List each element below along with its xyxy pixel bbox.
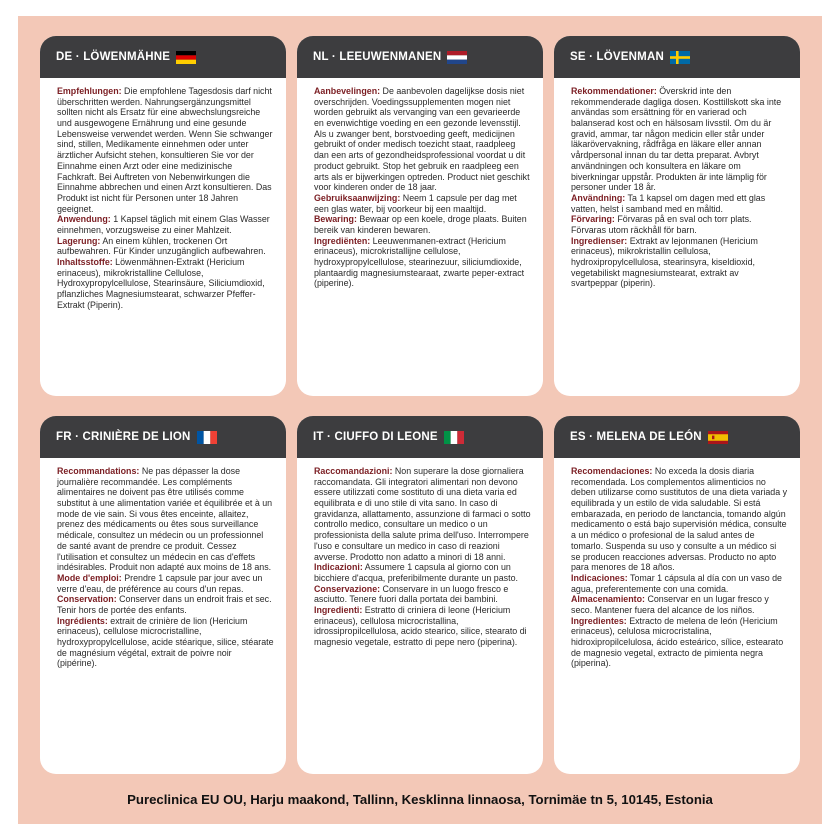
card-fr (40, 416, 286, 774)
section-recommendations: Raccomandazioni: Non superare la dose giornaliera raccomandata. Gli integratori alimentari non devono essere utilizzati come sostituto di una dieta varia ed equilibrata e di uno stile di vita sano. In caso di gravidanza, allattamento, assunzione di farmaci o sotto controllo medico, consultare un medico o un professionista della salute prima dell'uso. Interrompere l'uso e consultare un medico in caso di reazioni avverse. Prodotto non adatto a minori di 18 anni. (314, 466, 531, 562)
section-storage: Conservation: Conserver dans un endroit frais et sec. Tenir hors de portée des enfants. (57, 594, 272, 615)
section-ingredients: Ingrediënten: Leeuwenmanen-extract (Hericium erinaceus), microkristallijne cellulose, hydroxypropylcellulose, stearinezuur, siliciumdioxide, plantaardig magnesiumstearaat, zwarte peper-extract (piperine). (314, 235, 525, 289)
section-recommendations: Empfehlungen: Die empfohlene Tagesdosis darf nicht überschritten werden. Nahrungsergänzungsmittel sollten nicht als Ersatz für eine abwechslungsreiche und ausgewogene Ernährung und eine gesunde Lebensweise verwendet werden. Wenn Sie schwanger sind, stillen, Medikamente einnehmen oder unter ärztlicher Aufsicht stehen, konsultieren Sie vor der Einnahme einen Arzt oder eine medizinische Fachkraft. Bei Auftreten von Nebenwirkungen die Einnahme abbrechen und einen Arzt konsultieren. Das Produkt ist nicht für Personen unter 18 Jahren geeignet. (57, 86, 273, 214)
card-body (297, 78, 543, 289)
section-usage: Indicaciones: Tomar 1 cápsula al día con un vaso de agua, preferentemente con una comida. (571, 572, 782, 594)
card-body (297, 458, 543, 648)
card-header (40, 36, 286, 78)
flag-italy-icon (444, 431, 464, 444)
flag-sweden-icon (670, 51, 690, 64)
card-title: SE · LÖVENMAN (570, 51, 664, 63)
card-body (554, 458, 800, 669)
card-it (297, 416, 543, 774)
card-title: IT · CIUFFO DI LEONE (313, 431, 438, 443)
flag-spain-icon (708, 431, 728, 444)
section-recommendations: Recommandations: Ne pas dépasser la dose journalière recommandée. Les compléments alimentaires ne doivent pas être utilisés comme substitut à une alimentation variée et équilibrée et à un mode de vie sain. Si vous êtes enceinte, allaitez, prenez des médicaments ou êtes sous surveillance médicale, consultez un médecin ou un professionnel de santé avant de prendre ce produit. Cessez l'utilisation et consultez un médecin en cas d'effets indésirables. Produit non adapté aux moins de 18 ans. (57, 466, 273, 573)
section-storage: Lagerung: An einem kühlen, trockenen Ort aufbewahren. Für Kinder unzugänglich aufbewahren. (57, 235, 266, 257)
card-body (40, 78, 286, 310)
card-title: NL · LEEUWENMANEN (313, 51, 442, 63)
card-header (554, 416, 800, 458)
card-title: ES · MELENA DE LEÓN (570, 431, 702, 443)
card-header (297, 36, 543, 78)
section-ingredients: Ingredienti: Estratto di criniera di leone (Hericium erinaceus), cellulosa microcristallina, idrossipropilcellulosa, acido stearico, silice, stearato di magnesio vegetale, estratto di pepe nero (piperina). (314, 604, 527, 647)
card-title: DE · LÖWENMÄHNE (56, 51, 171, 63)
section-storage: Conservazione: Conservare in un luogo fresco e asciutto. Tenere fuori dalla portata dei bambini. (314, 583, 509, 605)
section-storage: Almacenamiento: Conservar en un lugar fresco y seco. Mantener fuera del alcance de los niños. (571, 594, 769, 615)
section-storage: Bewaring: Bewaar op een koele, droge plaats. Buiten bereik van kinderen bewaren. (314, 214, 527, 235)
section-usage: Användning: Ta 1 kapsel om dagen med ett glas vatten, helst i samband med en måltid. (571, 192, 766, 214)
card-title: FR · CRINIÈRE DE LION (56, 431, 191, 443)
section-recommendations: Rekommendationer: Överskrid inte den rekommenderade dagliga dosen. Kosttillskott ska inte användas som ersättning för en varierad och balanserad kost och en hälsosam livsstil. Om du är gravid, ammar, tar någon medicin eller står under läkarövervakning, rådfråga en läkare eller annan vårdpersonal innan du tar detta preparat. Avbryt användningen och konsultera en läkare om biverkningar uppstår. Produkten är inte lämplig för personer under 18 år. (571, 86, 782, 193)
section-recommendations: Aanbevelingen: De aanbevolen dagelijkse dosis niet overschrijden. Voedingssupplementen mogen niet worden gebruikt als vervanging van een gevarieerde en evenwichtige voeding en een gezonde levensstijl. Als u zwanger bent, borstvoeding geeft, medicijnen gebruikt of onder medisch toezicht staat, raadpleeg dan een arts of gezondheidsprofessional voordat u dit product gebruikt. Stop het gebruik en raadpleeg een arts als er bijwerkingen optreden. Product niet geschikt voor kinderen onder de 18 jaar. (314, 86, 530, 193)
card-se (554, 36, 800, 396)
section-ingredients: Ingredienser: Extrakt av lejonmanen (Hericium erinaceus), mikrokristallin cellulosa, hydroxipropylcellulosa, stearinsyra, kiseldioxid, vegetabiliskt magnesiumstearat, extrakt av svartpeppar (piperin). (571, 235, 758, 289)
section-usage: Anwendung: 1 Kapsel täglich mit einem Glas Wasser einnehmen, vorzugsweise zu einer Mahlzeit. (57, 214, 270, 235)
card-body (554, 78, 800, 289)
section-usage: Gebruiksaanwijzing: Neem 1 capsule per dag met een glas water, bij voorkeur bij een maaltijd. (314, 192, 517, 214)
card-header (297, 416, 543, 458)
section-ingredients: Ingrédients: extrait de crinière de lion (Hericium erinaceus), cellulose microcristalline, hydroxypropylcellulose, acide stéarique, silice, stéarate de magnésium végétal, extrait de poivre noir (pipérine). (57, 615, 274, 669)
label-sheet (18, 16, 822, 824)
section-usage: Mode d'emploi: Prendre 1 capsule par jour avec un verre d'eau, de préférence au cours d'un repas. (57, 572, 263, 594)
card-header (554, 36, 800, 78)
section-storage: Förvaring: Förvaras på en sval och torr plats. Förvaras utom räckhåll för barn. (571, 214, 752, 235)
flag-germany-icon (176, 51, 196, 64)
card-nl (297, 36, 543, 396)
section-ingredients: Inhaltsstoffe: Löwenmähnen-Extrakt (Hericium erinaceus), mikrokristalline Cellulose, Hydroxypropylcellulose, Stearinsäure, Siliciumdioxid, pflanzliches Magnesiumstearat, schwarzer Pfeffer-Extrakt (Piperin). (57, 257, 265, 310)
card-de (40, 36, 286, 396)
card-es (554, 416, 800, 774)
card-body (40, 458, 286, 669)
section-usage: Indicazioni: Assumere 1 capsula al giorno con un bicchiere d'acqua, preferibilmente durante un pasto. (314, 562, 518, 583)
flag-france-icon (197, 431, 217, 444)
section-ingredients: Ingredientes: Extracto de melena de león (Hericium erinaceus), celulosa microcristalina, hidroxipropilcelulosa, ácido esteárico, sílice, estearato de magnesio vegetal, extracto de pimienta negra (piperina). (571, 615, 784, 669)
section-recommendations: Recomendaciones: No exceda la dosis diaria recomendada. Los complementos alimenticios no deben utilizarse como sustitutos de una dieta variada y equilibrada y un estilo de vida saludable. Si está embarazada, en periodo de lanctancia, tomando algún medicamento o está bajo supervisión médica, consulte a un médico o profesional de la salud antes de tomarlo. Suspenda su uso y consulte a un médico si se producen reacciones adversas. Producto no apto para menores de 18 años. (571, 466, 788, 573)
card-header (40, 416, 286, 458)
company-address: Pureclinica EU OU, Harju maakond, Tallinn, Kesklinna linnaosa, Tornimäe tn 5, 10145, Estonia (127, 792, 713, 807)
flag-netherlands-icon (447, 51, 467, 64)
